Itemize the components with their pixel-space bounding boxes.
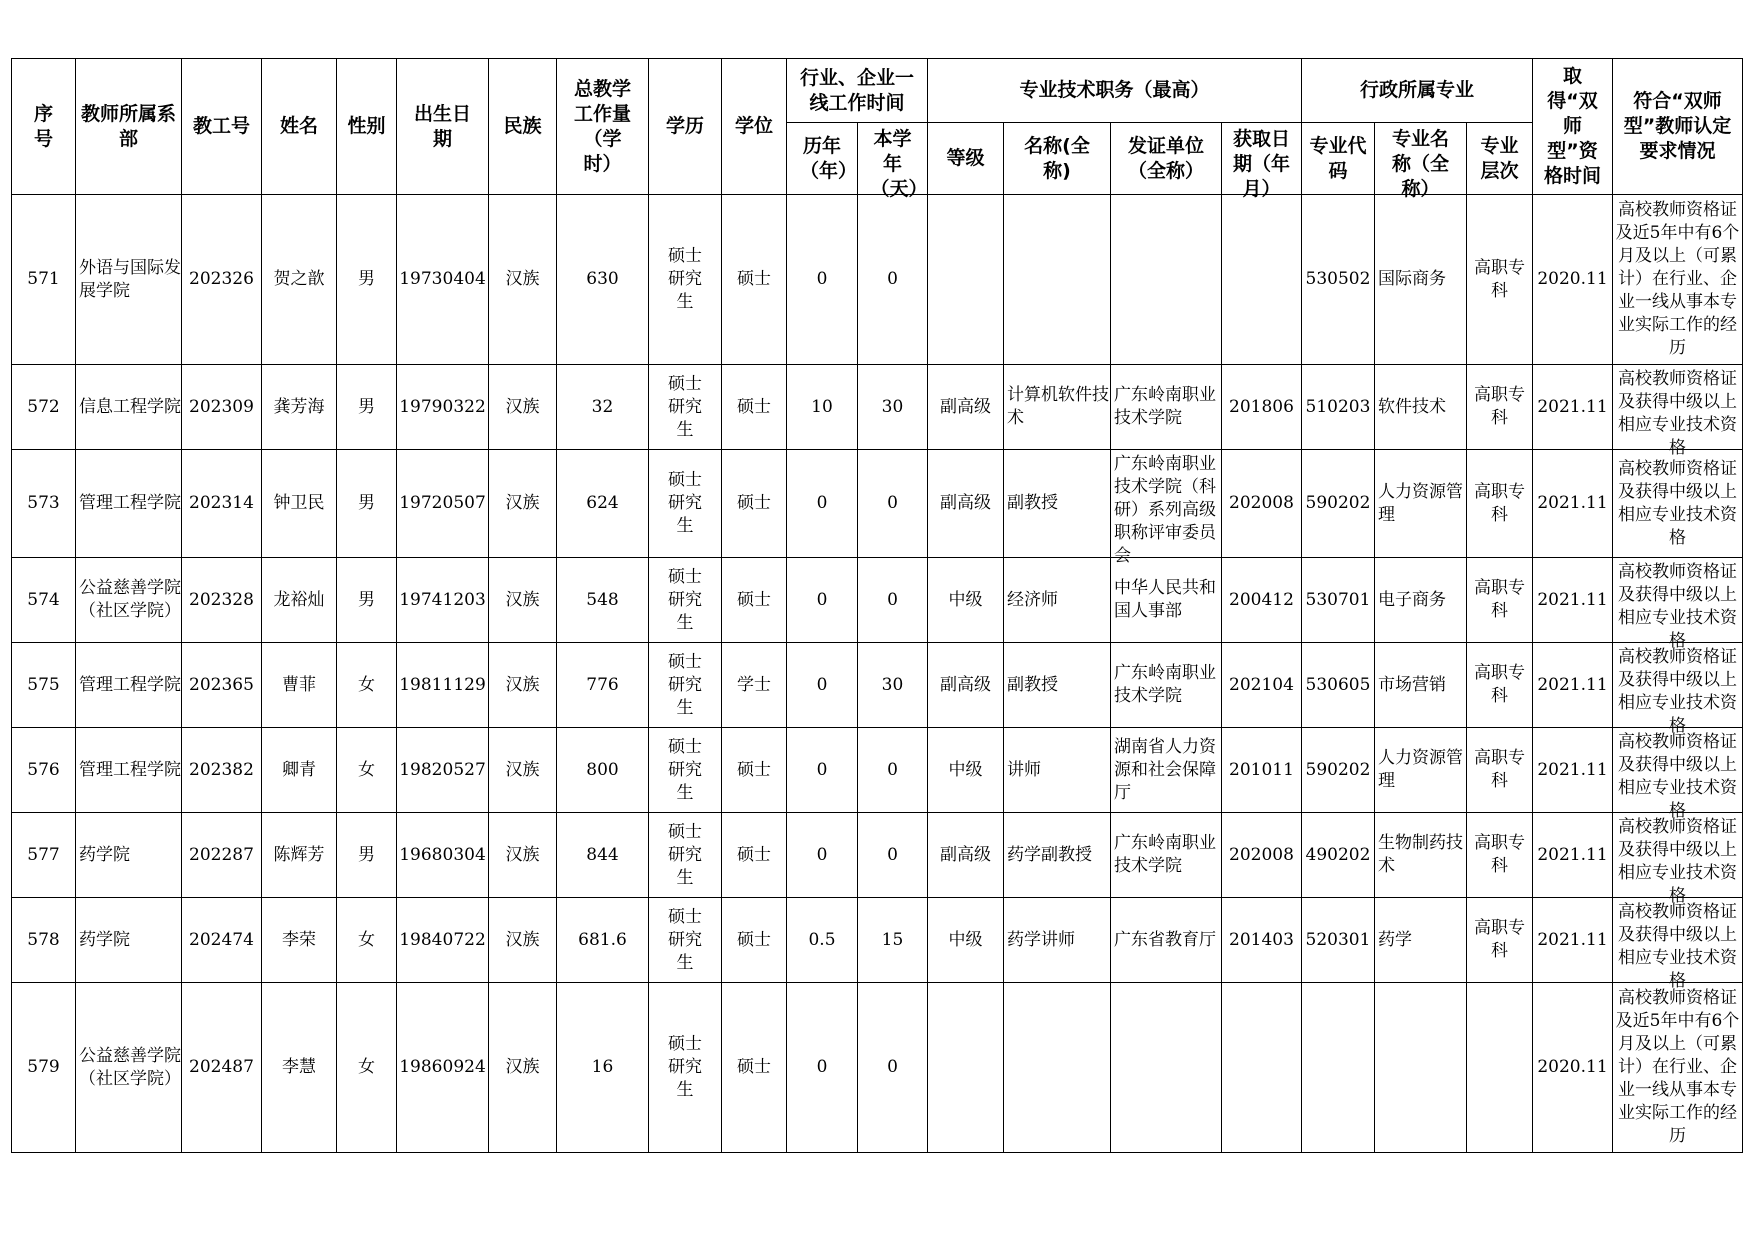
table-row bbox=[12, 450, 1743, 558]
cell-birth: 19820527 bbox=[397, 728, 489, 813]
cell-title-issuer: 中华人民共和国人事部 bbox=[1111, 558, 1222, 643]
cell-education: 硕士研究生 bbox=[649, 898, 722, 983]
cell-industry-term: 0 bbox=[858, 558, 928, 643]
header-title-name: 名称(全称) bbox=[1004, 123, 1111, 195]
cell-name: 李慧 bbox=[262, 983, 337, 1153]
cell-name: 钟卫民 bbox=[262, 450, 337, 558]
cell-dept: 管理工程学院 bbox=[76, 643, 182, 728]
table-row bbox=[12, 898, 1743, 983]
cell-title-name: 计算机软件技术 bbox=[1004, 365, 1111, 450]
cell-birth: 19840722 bbox=[397, 898, 489, 983]
cell-dept: 药学院 bbox=[76, 813, 182, 898]
header-major-name: 专业名称（全称） bbox=[1375, 123, 1467, 195]
cell-dual-date: 2021.11 bbox=[1533, 365, 1613, 450]
cell-major-name bbox=[1375, 983, 1467, 1153]
cell-staff-id: 202328 bbox=[182, 558, 262, 643]
cell-dual-req: 高校教师资格证及获得中级以上相应专业技术资格 bbox=[1613, 813, 1743, 898]
teacher-table bbox=[11, 58, 1743, 1153]
cell-title-issuer: 广东岭南职业技术学院 bbox=[1111, 643, 1222, 728]
cell-industry-years: 0 bbox=[787, 813, 858, 898]
cell-education: 硕士研究生 bbox=[649, 195, 722, 365]
cell-seq: 571 bbox=[12, 195, 76, 365]
cell-industry-term: 30 bbox=[858, 365, 928, 450]
cell-dual-date: 2021.11 bbox=[1533, 898, 1613, 983]
cell-title-level: 副高级 bbox=[928, 365, 1004, 450]
cell-education: 硕士研究生 bbox=[649, 728, 722, 813]
cell-ethnic: 汉族 bbox=[489, 643, 557, 728]
cell-workload: 630 bbox=[557, 195, 649, 365]
cell-degree: 硕士 bbox=[722, 728, 787, 813]
cell-seq: 572 bbox=[12, 365, 76, 450]
cell-title-level: 副高级 bbox=[928, 813, 1004, 898]
cell-dual-date: 2021.11 bbox=[1533, 728, 1613, 813]
cell-dual-req: 高校教师资格证及获得中级以上相应专业技术资格 bbox=[1613, 728, 1743, 813]
cell-major-code: 490202 bbox=[1302, 813, 1375, 898]
cell-major-code: 520301 bbox=[1302, 898, 1375, 983]
cell-industry-term: 0 bbox=[858, 813, 928, 898]
cell-industry-term: 0 bbox=[858, 728, 928, 813]
cell-education: 硕士研究生 bbox=[649, 643, 722, 728]
cell-industry-years: 0 bbox=[787, 195, 858, 365]
cell-title-issuer bbox=[1111, 195, 1222, 365]
cell-major-level: 高职专科 bbox=[1467, 728, 1533, 813]
cell-major-level bbox=[1467, 983, 1533, 1153]
header-title-date: 获取日期（年月） bbox=[1222, 123, 1302, 195]
header-dept: 教师所属系部 bbox=[76, 59, 182, 195]
cell-degree: 硕士 bbox=[722, 195, 787, 365]
cell-workload: 681.6 bbox=[557, 898, 649, 983]
cell-major-name: 市场营销 bbox=[1375, 643, 1467, 728]
cell-dual-req: 高校教师资格证及获得中级以上相应专业技术资格 bbox=[1613, 450, 1743, 558]
cell-seq: 574 bbox=[12, 558, 76, 643]
cell-title-level: 副高级 bbox=[928, 643, 1004, 728]
cell-gender: 男 bbox=[337, 450, 397, 558]
cell-industry-years: 0 bbox=[787, 450, 858, 558]
cell-industry-term: 0 bbox=[858, 195, 928, 365]
cell-title-date: 201403 bbox=[1222, 898, 1302, 983]
cell-title-date: 202008 bbox=[1222, 450, 1302, 558]
cell-degree: 学士 bbox=[722, 643, 787, 728]
cell-birth: 19741203 bbox=[397, 558, 489, 643]
cell-ethnic: 汉族 bbox=[489, 898, 557, 983]
cell-dual-date: 2021.11 bbox=[1533, 813, 1613, 898]
cell-education: 硕士研究生 bbox=[649, 450, 722, 558]
cell-industry-term: 0 bbox=[858, 450, 928, 558]
header-dual-date: 取得“双师型”资格时间 bbox=[1533, 59, 1613, 195]
cell-industry-years: 0 bbox=[787, 643, 858, 728]
cell-birth: 19680304 bbox=[397, 813, 489, 898]
cell-education: 硕士研究生 bbox=[649, 813, 722, 898]
cell-title-issuer bbox=[1111, 983, 1222, 1153]
cell-ethnic: 汉族 bbox=[489, 195, 557, 365]
cell-staff-id: 202487 bbox=[182, 983, 262, 1153]
header-title-group: 专业技术职务（最高） bbox=[928, 59, 1302, 123]
cell-gender: 女 bbox=[337, 983, 397, 1153]
cell-seq: 578 bbox=[12, 898, 76, 983]
cell-name: 贺之歆 bbox=[262, 195, 337, 365]
cell-staff-id: 202309 bbox=[182, 365, 262, 450]
cell-title-date: 201011 bbox=[1222, 728, 1302, 813]
cell-title-name bbox=[1004, 195, 1111, 365]
cell-dual-req: 高校教师资格证及近5年中有6个月及以上（可累计）在行业、企业一线从事本专业实际工作的经历 bbox=[1613, 195, 1743, 365]
cell-staff-id: 202314 bbox=[182, 450, 262, 558]
cell-seq: 573 bbox=[12, 450, 76, 558]
cell-title-level: 中级 bbox=[928, 728, 1004, 813]
cell-seq: 579 bbox=[12, 983, 76, 1153]
cell-dual-date: 2021.11 bbox=[1533, 558, 1613, 643]
cell-major-name: 软件技术 bbox=[1375, 365, 1467, 450]
cell-workload: 548 bbox=[557, 558, 649, 643]
cell-title-date bbox=[1222, 195, 1302, 365]
cell-name: 李荣 bbox=[262, 898, 337, 983]
cell-major-code: 530701 bbox=[1302, 558, 1375, 643]
table-row bbox=[12, 195, 1743, 365]
cell-birth: 19860924 bbox=[397, 983, 489, 1153]
cell-major-level: 高职专科 bbox=[1467, 365, 1533, 450]
cell-dual-req: 高校教师资格证及获得中级以上相应专业技术资格 bbox=[1613, 898, 1743, 983]
cell-title-name: 药学副教授 bbox=[1004, 813, 1111, 898]
cell-education: 硕士研究生 bbox=[649, 983, 722, 1153]
cell-birth: 19720507 bbox=[397, 450, 489, 558]
cell-staff-id: 202474 bbox=[182, 898, 262, 983]
cell-title-name: 讲师 bbox=[1004, 728, 1111, 813]
table-row bbox=[12, 558, 1743, 643]
cell-major-code: 530502 bbox=[1302, 195, 1375, 365]
cell-gender: 女 bbox=[337, 643, 397, 728]
cell-title-name: 副教授 bbox=[1004, 643, 1111, 728]
cell-name: 龚芳海 bbox=[262, 365, 337, 450]
header-title-issuer: 发证单位（全称） bbox=[1111, 123, 1222, 195]
header-industry-group: 行业、企业一线工作时间 bbox=[787, 59, 928, 123]
cell-major-code: 590202 bbox=[1302, 728, 1375, 813]
table-row bbox=[12, 365, 1743, 450]
table-row bbox=[12, 813, 1743, 898]
cell-dept: 管理工程学院 bbox=[76, 728, 182, 813]
cell-dual-req: 高校教师资格证及获得中级以上相应专业技术资格 bbox=[1613, 643, 1743, 728]
cell-title-level bbox=[928, 195, 1004, 365]
cell-dual-req: 高校教师资格证及获得中级以上相应专业技术资格 bbox=[1613, 558, 1743, 643]
header-major-group: 行政所属专业 bbox=[1302, 59, 1533, 123]
cell-major-name: 国际商务 bbox=[1375, 195, 1467, 365]
cell-name: 龙裕灿 bbox=[262, 558, 337, 643]
cell-degree: 硕士 bbox=[722, 450, 787, 558]
cell-industry-years: 0 bbox=[787, 558, 858, 643]
cell-staff-id: 202326 bbox=[182, 195, 262, 365]
cell-ethnic: 汉族 bbox=[489, 983, 557, 1153]
cell-title-date: 202008 bbox=[1222, 813, 1302, 898]
cell-industry-term: 0 bbox=[858, 983, 928, 1153]
cell-gender: 男 bbox=[337, 813, 397, 898]
cell-major-level: 高职专科 bbox=[1467, 898, 1533, 983]
cell-degree: 硕士 bbox=[722, 365, 787, 450]
header-degree: 学位 bbox=[722, 59, 787, 195]
cell-seq: 576 bbox=[12, 728, 76, 813]
cell-workload: 16 bbox=[557, 983, 649, 1153]
cell-dept: 外语与国际发展学院 bbox=[76, 195, 182, 365]
cell-industry-years: 10 bbox=[787, 365, 858, 450]
cell-name: 卿青 bbox=[262, 728, 337, 813]
cell-industry-term: 15 bbox=[858, 898, 928, 983]
cell-birth: 19790322 bbox=[397, 365, 489, 450]
cell-ethnic: 汉族 bbox=[489, 365, 557, 450]
cell-major-level: 高职专科 bbox=[1467, 813, 1533, 898]
cell-workload: 776 bbox=[557, 643, 649, 728]
cell-major-level: 高职专科 bbox=[1467, 643, 1533, 728]
table-row bbox=[12, 983, 1743, 1153]
header-birth: 出生日期 bbox=[397, 59, 489, 195]
cell-dual-date: 2021.11 bbox=[1533, 643, 1613, 728]
header-workload: 总教学工作量（学时） bbox=[557, 59, 649, 195]
cell-major-name: 人力资源管理 bbox=[1375, 450, 1467, 558]
cell-title-name bbox=[1004, 983, 1111, 1153]
cell-major-code: 590202 bbox=[1302, 450, 1375, 558]
cell-birth: 19730404 bbox=[397, 195, 489, 365]
cell-ethnic: 汉族 bbox=[489, 728, 557, 813]
cell-seq: 577 bbox=[12, 813, 76, 898]
cell-major-code bbox=[1302, 983, 1375, 1153]
cell-title-level: 中级 bbox=[928, 898, 1004, 983]
header-industry-term: 本学年（天） bbox=[858, 123, 928, 195]
cell-seq: 575 bbox=[12, 643, 76, 728]
header-gender: 性别 bbox=[337, 59, 397, 195]
cell-dual-date: 2020.11 bbox=[1533, 983, 1613, 1153]
cell-major-name: 生物制药技术 bbox=[1375, 813, 1467, 898]
cell-major-level: 高职专科 bbox=[1467, 195, 1533, 365]
header-dual-req: 符合“双师型”教师认定要求情况 bbox=[1613, 59, 1743, 195]
cell-dept: 信息工程学院 bbox=[76, 365, 182, 450]
table-row bbox=[12, 728, 1743, 813]
cell-ethnic: 汉族 bbox=[489, 813, 557, 898]
cell-industry-years: 0 bbox=[787, 728, 858, 813]
cell-major-level: 高职专科 bbox=[1467, 558, 1533, 643]
cell-title-name: 经济师 bbox=[1004, 558, 1111, 643]
cell-title-date: 202104 bbox=[1222, 643, 1302, 728]
cell-title-level: 副高级 bbox=[928, 450, 1004, 558]
cell-staff-id: 202365 bbox=[182, 643, 262, 728]
cell-title-name: 副教授 bbox=[1004, 450, 1111, 558]
cell-name: 曹菲 bbox=[262, 643, 337, 728]
cell-degree: 硕士 bbox=[722, 983, 787, 1153]
cell-gender: 男 bbox=[337, 195, 397, 365]
cell-dept: 公益慈善学院（社区学院） bbox=[76, 983, 182, 1153]
cell-industry-term: 30 bbox=[858, 643, 928, 728]
cell-title-issuer: 广东省教育厅 bbox=[1111, 898, 1222, 983]
cell-ethnic: 汉族 bbox=[489, 558, 557, 643]
cell-major-code: 530605 bbox=[1302, 643, 1375, 728]
cell-ethnic: 汉族 bbox=[489, 450, 557, 558]
cell-dept: 公益慈善学院（社区学院） bbox=[76, 558, 182, 643]
header-seq: 序号 bbox=[12, 59, 76, 195]
cell-title-date: 201806 bbox=[1222, 365, 1302, 450]
cell-education: 硕士研究生 bbox=[649, 365, 722, 450]
cell-title-date: 200412 bbox=[1222, 558, 1302, 643]
cell-major-code: 510203 bbox=[1302, 365, 1375, 450]
cell-dual-req: 高校教师资格证及获得中级以上相应专业技术资格 bbox=[1613, 365, 1743, 450]
header-staff-id: 教工号 bbox=[182, 59, 262, 195]
header-education: 学历 bbox=[649, 59, 722, 195]
cell-degree: 硕士 bbox=[722, 558, 787, 643]
cell-major-name: 人力资源管理 bbox=[1375, 728, 1467, 813]
cell-workload: 800 bbox=[557, 728, 649, 813]
cell-title-issuer: 广东岭南职业技术学院 bbox=[1111, 813, 1222, 898]
cell-birth: 19811129 bbox=[397, 643, 489, 728]
cell-degree: 硕士 bbox=[722, 813, 787, 898]
cell-title-issuer: 广东岭南职业技术学院 bbox=[1111, 365, 1222, 450]
header-major-level: 专业层次 bbox=[1467, 123, 1533, 195]
cell-dual-date: 2020.11 bbox=[1533, 195, 1613, 365]
cell-title-date bbox=[1222, 983, 1302, 1153]
cell-gender: 男 bbox=[337, 558, 397, 643]
cell-title-level: 中级 bbox=[928, 558, 1004, 643]
header-major-code: 专业代码 bbox=[1302, 123, 1375, 195]
header-title-level: 等级 bbox=[928, 123, 1004, 195]
cell-major-level: 高职专科 bbox=[1467, 450, 1533, 558]
cell-industry-years: 0 bbox=[787, 983, 858, 1153]
cell-dual-req: 高校教师资格证及近5年中有6个月及以上（可累计）在行业、企业一线从事本专业实际工作的经历 bbox=[1613, 983, 1743, 1153]
cell-title-issuer: 湖南省人力资源和社会保障厅 bbox=[1111, 728, 1222, 813]
cell-dept: 管理工程学院 bbox=[76, 450, 182, 558]
cell-staff-id: 202287 bbox=[182, 813, 262, 898]
cell-industry-years: 0.5 bbox=[787, 898, 858, 983]
cell-staff-id: 202382 bbox=[182, 728, 262, 813]
cell-dual-date: 2021.11 bbox=[1533, 450, 1613, 558]
header-industry-years: 历年（年） bbox=[787, 123, 858, 195]
header-name: 姓名 bbox=[262, 59, 337, 195]
cell-major-name: 药学 bbox=[1375, 898, 1467, 983]
cell-gender: 女 bbox=[337, 898, 397, 983]
table-row bbox=[12, 643, 1743, 728]
cell-gender: 男 bbox=[337, 365, 397, 450]
cell-title-level bbox=[928, 983, 1004, 1153]
cell-dept: 药学院 bbox=[76, 898, 182, 983]
cell-workload: 844 bbox=[557, 813, 649, 898]
cell-workload: 32 bbox=[557, 365, 649, 450]
cell-gender: 女 bbox=[337, 728, 397, 813]
cell-title-issuer: 广东岭南职业技术学院（科研）系列高级职称评审委员会 bbox=[1111, 450, 1222, 558]
cell-major-name: 电子商务 bbox=[1375, 558, 1467, 643]
cell-education: 硕士研究生 bbox=[649, 558, 722, 643]
cell-degree: 硕士 bbox=[722, 898, 787, 983]
cell-name: 陈辉芳 bbox=[262, 813, 337, 898]
header-ethnic: 民族 bbox=[489, 59, 557, 195]
cell-title-name: 药学讲师 bbox=[1004, 898, 1111, 983]
cell-workload: 624 bbox=[557, 450, 649, 558]
